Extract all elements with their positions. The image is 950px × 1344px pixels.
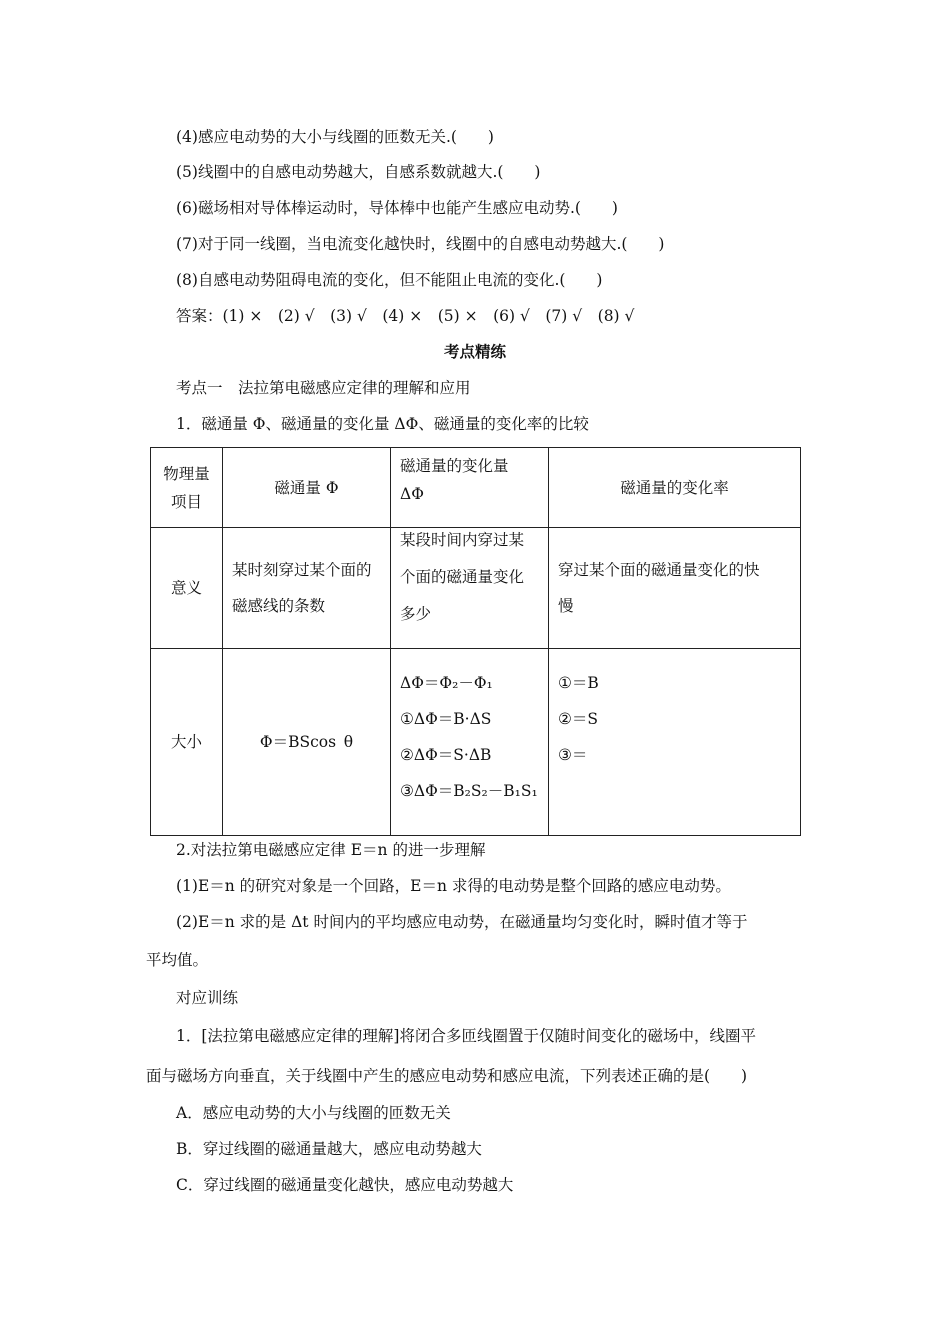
judgment-7: (7)对于同一线圈，当电流变化越快时，线圈中的自感电动势越大.( ) (176, 235, 665, 253)
size-flux: Φ＝BScos θ (223, 649, 391, 836)
corner-line-1: 物理量 (163, 464, 210, 483)
point-2-item-2-cont: 平均值。 (146, 951, 209, 969)
table-row-meaning (151, 528, 801, 649)
table-corner-cell (151, 448, 223, 528)
header-flux-change-line-1: 磁通量的变化量 (400, 457, 509, 475)
size-change-line-2: ②ΔΦ＝S·ΔB (400, 746, 492, 764)
topic-heading: 考点一 法拉第电磁感应定律的理解和应用 (176, 379, 471, 397)
option-c: C．穿过线圈的磁通量变化越快，感应电动势越大 (176, 1176, 514, 1194)
comparison-table (150, 447, 801, 836)
corner-line-2: 项目 (170, 492, 202, 511)
size-change-line-3: ③ΔΦ＝B₂S₂－B₁S₁ (400, 782, 538, 800)
row-label-meaning: 意义 (151, 528, 223, 649)
question-line-1: 1．[法拉第电磁感应定律的理解]将闭合多匝线圈置于仅随时间变化的磁场中，线圈平 (176, 1027, 756, 1045)
header-flux-change (391, 448, 549, 528)
size-rate-line-1: ①＝B (558, 674, 599, 692)
size-flux-change (391, 649, 549, 836)
meaning-change-line-2: 个面的磁通量变化 (400, 568, 525, 586)
meaning-change-line-1: 某段时间内穿过某 (400, 531, 525, 549)
judgment-8: (8)自感电动势阻碍电流的变化，但不能阻止电流的变化.( ) (176, 271, 603, 289)
meaning-flux-change (391, 528, 549, 649)
section-title: 考点精练 (443, 343, 506, 361)
header-flux-change-line-2: ΔΦ (400, 485, 424, 503)
meaning-flux-line-1: 某时刻穿过某个面的 (232, 560, 372, 579)
meaning-rate-line-2: 慢 (558, 596, 574, 615)
row-label-size: 大小 (151, 649, 223, 836)
meaning-flux (223, 528, 391, 649)
practice-title: 对应训练 (176, 989, 239, 1007)
meaning-rate-line-1: 穿过某个面的磁通量变化的快 (558, 560, 760, 579)
size-change-line-0: ΔΦ＝Φ₂－Φ₁ (400, 674, 493, 692)
point-1-heading: 1．磁通量 Φ、磁通量的变化量 ΔΦ、磁通量的变化率的比较 (176, 415, 589, 433)
header-flux: 磁通量 Φ (223, 448, 391, 528)
meaning-change-line-3: 多少 (400, 605, 432, 623)
judgment-6: (6)磁场相对导体棒运动时，导体棒中也能产生感应电动势.( ) (176, 199, 618, 217)
point-2-item-1: (1)E＝n 的研究对象是一个回路，E＝n 求得的电动势是整个回路的感应电动势。 (176, 877, 731, 895)
header-flux-rate: 磁通量的变化率 (549, 448, 801, 528)
answer-line: 答案：(1) × (2) √ (3) √ (4) × (5) × (6) √ (7) √ (8) √ (176, 307, 635, 325)
size-rate-line-3: ③＝ (558, 746, 588, 764)
size-rate-line-2: ②＝S (558, 710, 599, 728)
table-row-size (151, 649, 801, 836)
option-a: A．感应电动势的大小与线圈的匝数无关 (176, 1104, 451, 1122)
judgment-5: (5)线圈中的自感电动势越大，自感系数就越大.( ) (176, 163, 541, 181)
table-header-row (151, 448, 801, 528)
meaning-flux-rate (549, 528, 801, 649)
option-b: B．穿过线圈的磁通量越大，感应电动势越大 (176, 1140, 482, 1158)
size-change-line-1: ①ΔΦ＝B·ΔS (400, 710, 492, 728)
question-line-2: 面与磁场方向垂直，关于线圈中产生的感应电动势和感应电流，下列表述正确的是( ) (146, 1067, 748, 1085)
judgment-4: (4)感应电动势的大小与线圈的匝数无关.( ) (176, 128, 494, 146)
meaning-flux-line-2: 磁感线的条数 (232, 596, 326, 615)
size-flux-rate (549, 649, 801, 836)
point-2-item-2: (2)E＝n 求的是 Δt 时间内的平均感应电动势，在磁通量均匀变化时，瞬时值才等于 (176, 913, 748, 931)
point-2-heading: 2.对法拉第电磁感应定律 E＝n 的进一步理解 (176, 841, 486, 859)
